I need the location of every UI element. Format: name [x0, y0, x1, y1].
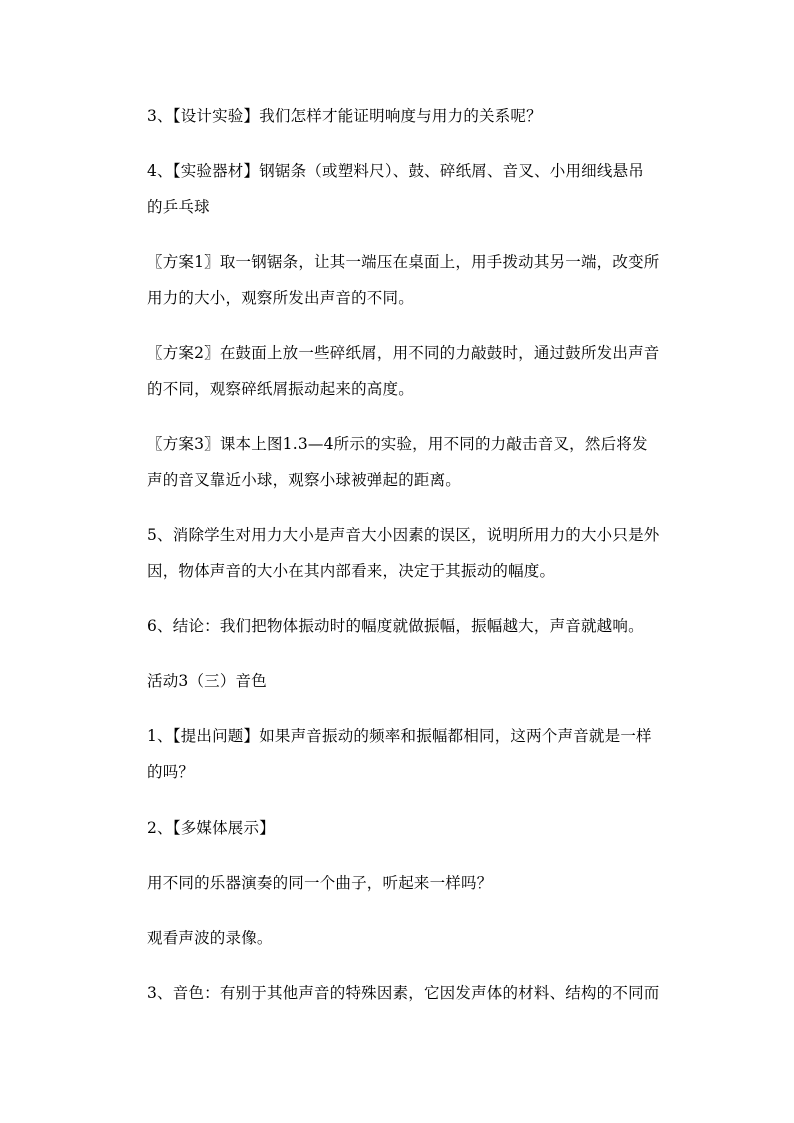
paragraph-timbre-definition [113, 975, 683, 1011]
text-line: 的吗？ [147, 763, 195, 781]
text-line: 用力的大小，观察所发出声音的不同。 [147, 289, 414, 307]
paragraph-instruments [113, 865, 683, 901]
text-line: 6、结论：我们把物体振动时的幅度就做振幅，振幅越大，声音就越响。 [147, 617, 644, 635]
text-line: 活动3（三）音色 [147, 672, 267, 690]
paragraph-multimedia [113, 810, 683, 846]
text-line: 的乒乓球 [147, 198, 210, 216]
paragraph-design-experiment [113, 98, 683, 134]
text-line: 用不同的乐器演奏的同一个曲子，听起来一样吗？ [147, 874, 493, 892]
text-line: 〖方案1〗取一钢锯条，让其一端压在桌面上，用手拨动其另一端，改变所 [147, 253, 660, 271]
paragraph-misconception [113, 517, 683, 589]
text-line: 4、【实验器材】钢锯条（或塑料尺）、鼓、碎纸屑、音叉、小用细线悬吊 [147, 162, 644, 180]
text-line: 因，物体声音的大小在其内部看来，决定于其振动的幅度。 [147, 562, 556, 580]
paragraph-video [113, 920, 683, 956]
paragraph-conclusion [113, 608, 683, 644]
text-line: 〖方案3〗课本上图1.3—4所示的实验，用不同的力敲击音叉，然后将发 [147, 435, 648, 453]
text-line: 5、消除学生对用力大小是声音大小因素的误区，说明所用力的大小只是外 [147, 526, 660, 544]
text-line: 1、【提出问题】如果声音振动的频率和振幅都相同，这两个声音就是一样 [147, 727, 652, 745]
text-line: 3、【设计实验】我们怎样才能证明响度与用力的关系呢？ [147, 107, 542, 125]
paragraph-plan-2 [113, 335, 683, 407]
paragraph-equipment [113, 153, 683, 225]
paragraph-question [113, 718, 683, 790]
text-line: 3、音色：有别于其他声音的特殊因素，它因发声体的材料、结构的不同而 [147, 984, 660, 1002]
section-heading-timbre [113, 663, 683, 699]
paragraph-plan-1 [113, 244, 683, 316]
paragraph-plan-3 [113, 426, 683, 498]
text-line: 2、【多媒体展示】 [147, 819, 275, 837]
text-line: 声的音叉靠近小球，观察小球被弹起的距离。 [147, 471, 462, 489]
text-line: 观看声波的录像。 [147, 929, 273, 947]
text-line: 〖方案2〗在鼓面上放一些碎纸屑，用不同的力敲鼓时，通过鼓所发出声音 [147, 344, 660, 362]
text-line: 的不同，观察碎纸屑振动起来的高度。 [147, 380, 414, 398]
